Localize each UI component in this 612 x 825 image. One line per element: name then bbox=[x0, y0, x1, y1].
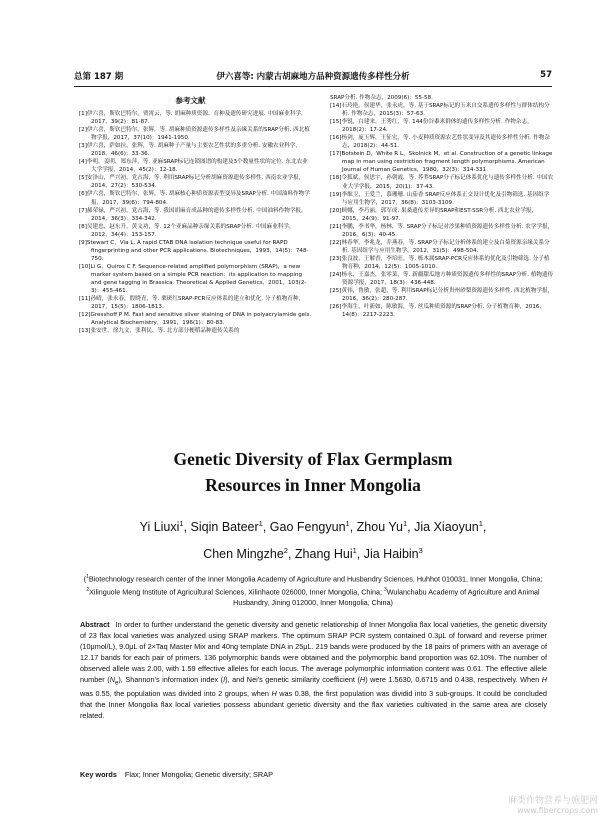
author-affiliation-mark: 1 bbox=[352, 546, 357, 556]
reference-item: [13]张安世，徐九文，张利民，等. 北方部分梗稻品种遗传关系的 bbox=[79, 328, 240, 335]
reference-item: [6]伊六喜，斯钦巴特尔，张辉，等. 胡麻核心种质资源表型变异及SRAP分析. 中国油料作物学报，2017，39(6)：794-804. bbox=[79, 191, 310, 206]
author-list: Yi Liuxi$^1$, Siqin Bateer$^1$, Gao Fengyun$^1$, Zhou Yu$^1$, Jia Xiaoyun$^1$, Chen Mingzhe$^2$, Zhang Hui$^1$, Jia Haibin$^3$ bbox=[139, 519, 487, 562]
references-left-column bbox=[79, 110, 313, 335]
abstract-symbol-ne-sub: e bbox=[114, 679, 119, 687]
watermark-url: www.fibercrops.com bbox=[517, 806, 598, 815]
reference-item: [11]孙晴，张永春，殷晓青，等. 栗斑红SRAP-PCR反应体系的建立和优化. 分子植物育种，2017，15(5)：1806-1813. bbox=[79, 296, 305, 311]
reference-item: [9]Stewart C，Via L. A rapid CTAB DNA isolation technique useful for RAPD fingerprinting and other PCR applications. Biotechniques，1993，14(5)：748-750. bbox=[79, 239, 309, 262]
affiliation-mark: 1 bbox=[86, 574, 89, 580]
reference-item: [24]杨永，王嘉杰，张零菜，等. 新疆甜瓜地方种质资源遗传多样性的SRAP分析. 植物遗传资源学报，2017，18(3)：436-448. bbox=[330, 272, 554, 287]
reference-item: [22]林春华，李兆龙，乔燕春，等. SRAP分子标记分析体系的建立及白菊资源亲缘关系分析. 基因组学与应用生物学，2012，31(5)：498-504. bbox=[330, 239, 550, 254]
author-affiliation-mark: 1 bbox=[345, 519, 350, 528]
reference-item: SRAP分析. 作物杂志，2009(6)：55-58. bbox=[330, 95, 433, 101]
reference-item: [21]李鹏，李书华，杨林，等. SRAP分子标记对沙果种质资源遗传多样性分析. 农学学报，2016，6(3)：40-45. bbox=[330, 223, 554, 238]
author-name: Jia Xiaoyun bbox=[414, 520, 479, 535]
keywords bbox=[80, 770, 547, 779]
keywords-label: Key words bbox=[80, 770, 117, 779]
reference-item: [23]张良波，王解香，李培旺，等. 栎木属SRAP-PCR反应体系的优化及引物筛选. 分子植物育种，2014，12(5)：1005-1010. bbox=[330, 255, 550, 270]
affiliation-1: Biotechnology research center of the Inner Mongolia Academy of Agriculture and Husbandry Sciences, Huhhot 010031, Inner Mongolia, China; bbox=[88, 574, 543, 584]
abstract-symbol-h: H bbox=[359, 674, 366, 684]
issue-number: 总第 187 期 bbox=[74, 72, 124, 82]
abstract-text: was 0.38, the first population was dividid into 3 sub-groups. It could be concluded that the Inner Mongolia flax local varieties possess abundant genetic diversity and the flax varieties cultivated in the same area are closely related. bbox=[80, 689, 547, 721]
reference-item: [12]Gresshoff P M. Fast and sensitive silver staining of DNA in polyacrylamide gels. Analytical Biochemistry，1991，196(1)：80-83. bbox=[79, 312, 312, 327]
header-rule bbox=[74, 86, 552, 87]
author-affiliation-mark: 3 bbox=[418, 546, 423, 556]
affiliation-mark: 2 bbox=[86, 586, 90, 593]
abstract-text: was 0.55, the population was divided into 2 groups, when bbox=[80, 689, 272, 699]
page-number: 57 bbox=[540, 70, 552, 80]
site-watermark bbox=[508, 793, 598, 815]
abstract-symbol-h: H bbox=[271, 689, 277, 699]
running-title: 伊六喜等: 内蒙古胡麻地方品种资源遗传多样性分析 bbox=[216, 72, 410, 82]
reference-item: [26]李海生，叶新如，陈敏海，等. 丝瓜种质资源的SRAP分析. 分子植物育种，2016，14(8)：2217-2223. bbox=[330, 304, 546, 319]
author-name: Zhang Hui bbox=[294, 547, 353, 562]
reference-item: [1]伊六喜，斯钦巴特尔，贾霄云，等. 胡麻种质资源、育种及遗传研究进展. 中国麻业科学，2017，39(2)：81-87. bbox=[79, 111, 307, 126]
abstract-label: Abstract bbox=[80, 620, 110, 629]
article-title-line-1: Genetic Diversity of Flax Germplasm bbox=[173, 449, 453, 469]
author-name: Gao Fengyun bbox=[269, 520, 346, 535]
abstract-text: ), and Nei's genetic similarity coefficient ( bbox=[225, 674, 360, 684]
reference-item: [14]石玲艳，侯建华，张永虎，等. 基于SRAP标记的玉米自交系遗传多样性与群体结构分析. 作物杂志，2015(3)：57-63. bbox=[330, 103, 550, 118]
author-name: Chen Mingzhe bbox=[203, 547, 284, 562]
author-name: Jia Haibin bbox=[363, 547, 419, 562]
author-affiliation-mark: 2 bbox=[283, 546, 288, 556]
affiliation-3: Wulanchabu Academy of Agriculture and Animal Husbandry, Jining 012000, Inner Mongolia, China) bbox=[233, 587, 540, 607]
article-title bbox=[74, 446, 552, 498]
affiliation-mark: 3 bbox=[383, 586, 387, 593]
author-name: Siqin Bateer bbox=[190, 520, 259, 535]
abstract-text: ) were 1.5630, 0.6715 and 0.438, respectively. When bbox=[365, 674, 542, 684]
reference-item: [15]李锐，白建来，王秀红，等. 144份谷黍米群体的遗传多样性分析. 作物杂志，2018(2)：17-24. bbox=[330, 119, 533, 134]
abstract-text: In order to further understand the genetic diversity and genetic relationship of Inner Mongolia flax local varieties, the genetic diversity of 23 flax local varieties was analyzed using SRAP markers. The optimum SRAP PCR system contained 0.3μL of forward and reverse primer (10μmol/L), 9.0μL of 2×Taq Master Mix and 40ng template DNA in 25μL. 219 bands were produced by the 18 pairs of primers with an average of 12.17 bands for each pair of primers. 136 polymorphic bands were obtained and the polymorphic band proportion was 62.10%. The number of observed allele was 2.00, with 1.59 effective alleles for each locus. The average polymorphic information content was 0.61. The effective allele number ( bbox=[80, 620, 547, 684]
abstract-text: ), Shannon's information index ( bbox=[118, 674, 224, 684]
reference-item: [18]令狐斌，侯思宇，孙朝霞，等. 荞荞SRAP分子标记体系优化与遗传多样性分析. 中国农业大学学报，2015，20(1)：37-43. bbox=[330, 175, 554, 190]
reference-item: [16]杨剑，庞玉辉，王征宏，等. 小麦种质资源农艺性状变异及其遗传多样性分析. 作物杂志，2018(2)：44-51. bbox=[330, 135, 550, 150]
abstract-symbol-ne: N bbox=[109, 674, 115, 684]
author-affiliation-mark: 1 bbox=[403, 519, 408, 528]
reference-item: [20]顾娜，李巧丽，郭军成. 果桑遗传差异的SRAP和EST-SSR分析. 西北农业学报，2015，24(9)：91-97. bbox=[330, 207, 538, 222]
watermark-site-name: 麻类作物营养与施肥网 bbox=[507, 796, 598, 806]
article-title-line-2: Resources in Inner Mongolia bbox=[205, 475, 421, 495]
running-header bbox=[74, 70, 552, 84]
keywords-list: Flax; Inner Mongolia; Genetic diversity; SRAP bbox=[124, 770, 273, 779]
abstract bbox=[80, 620, 547, 722]
author-name: Yi Liuxi bbox=[139, 520, 180, 535]
references-heading: 参考文献 bbox=[175, 96, 206, 105]
reference-item: [7]郝荣禄，严兴初，党占海，等. 我国胡麻育成品种的遗传多样性分析. 中国油料作物学报，2014，36(3)：334-342. bbox=[79, 207, 307, 222]
affiliations: ($^1$Biotechnology research center of the Inner Mongolia Academy of Agriculture and Husbandry Sciences, Huhhot 010031, Inner Mongolia, China; $^2$Xilinguole Meng Institute of Agricultural Sciences, Xilinhaote 026000, Inner Mongolia, China; $^3$Wulanchabu Academy of Agriculture and Animal Husbandry, Jining 012000, Inner Mongolia, China) bbox=[83, 574, 543, 607]
abstract-symbol-i: I bbox=[223, 674, 226, 684]
reference-item: [17]Botstein D，White R L，Skolnick M，et al. Construction of a genetic linkage map in man using restriction fragment length polymorphisms. American Journal of Human Genetics，1980，32(3)：314-331. bbox=[330, 151, 553, 174]
reference-item: [5]安泽山，严兴初，党占海，等. 利用SRAP标记分析胡麻资源遗传多样性. 西南农业学报，2014，27(2)：530-534. bbox=[79, 175, 305, 190]
author-affiliation-mark: 1 bbox=[258, 519, 263, 528]
reference-item: [10]Li G，Quiros C F. Sequence-related amplified polymorphism (SRAP)，a new marker system based on a simple PCR reaction：its application to mapping and gene tagging in Brassica. Theoretical & Applied Genetics，2001，103(2-3)：455-461. bbox=[79, 263, 307, 295]
author-affiliation-mark: 1 bbox=[478, 519, 483, 528]
affiliation-2: Xilinguole Meng Institute of Agricultural Sciences, Xilinhaote 026000, Inner Mongolia, China; bbox=[89, 587, 384, 597]
references-right-column bbox=[330, 94, 554, 319]
reference-item: [8]吴建忠，赵东升，黄文功，等. 12个亚麻品种亲缘关系的SRAP分析. 中国麻业科学，2012，34(4)：153-157. bbox=[79, 223, 295, 238]
author-name: Zhou Yu bbox=[356, 520, 403, 535]
reference-item: [19]李维卫，王爱兰，慕珊珊. 山茄香 SRAP反应体系正交设计优化及引物筛选. 基因组学与应用生物学，2017，36(8)：3103-3109. bbox=[330, 191, 550, 206]
reference-item: [4]李明，姜明，郑东萍，等. 亚麻SRAP标记连锁图谱的构建及3个数量性状的定位. 东北农业大学学报，2014，45(2)：12-18. bbox=[79, 159, 308, 174]
reference-item: [25]黄伟，鲁敏，张超，等. 利用SRAP标记分析贵州砂梨资源遗传多样性. 西北植物学报，2016，36(2)：280-287. bbox=[330, 288, 554, 303]
reference-item: [3]伊六喜，萨如拉，张辉，等. 胡麻种子产量与主要农艺性状的多重分析. 安徽农业科学，2018，46(6)：33-36. bbox=[79, 143, 302, 158]
abstract-symbol-h: H bbox=[541, 674, 548, 684]
reference-item: [2]伊六喜，斯钦巴特尔，张辉，等. 胡麻种质资源遗传多样性及亲缘关系的SRAP分析. 西北植物学报，2017，37(10)：1941-1950. bbox=[79, 127, 310, 142]
author-affiliation-mark: 1 bbox=[179, 519, 184, 528]
